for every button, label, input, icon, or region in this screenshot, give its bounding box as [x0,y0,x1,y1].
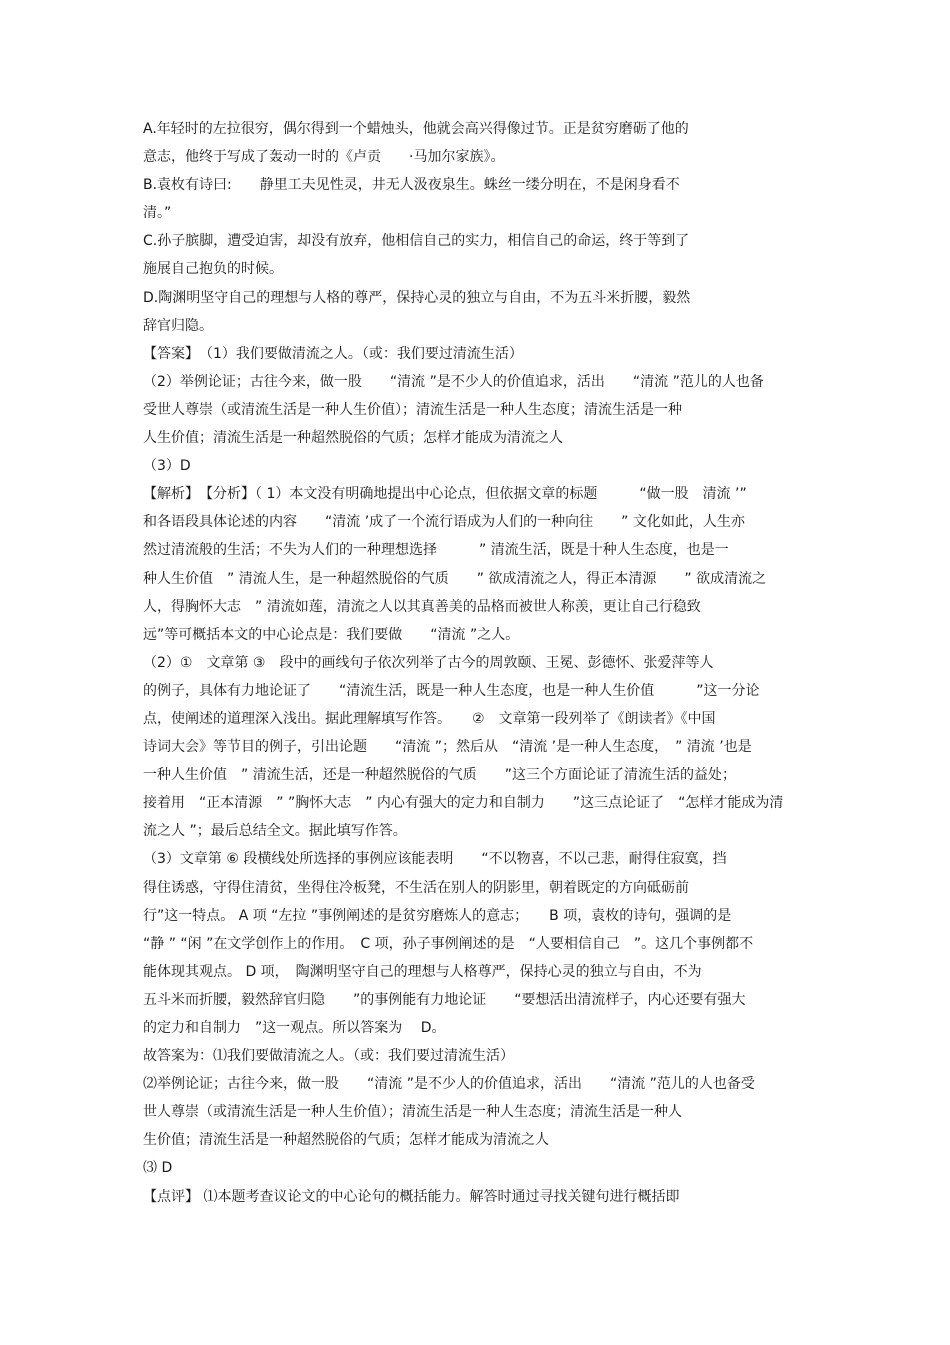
text-line: A.年轻时的左拉很穷，偶尔得到一个蜡烛头，他就会高兴得像过节。正是贫穷磨砺了他的 [143,121,689,137]
text-line: 的定力和自制力 ”这一观点。所以答案为 D。 [143,1020,446,1036]
text-line: 人，得胸怀大志 ” 清流如莲，清流之人以其真善美的品格而被世人称羡，更让自己行稳致 [143,598,701,615]
document-body [143,115,833,1211]
text-line: 得住诱惑，守得住清贫，坐得住冷板凳，不生活在别人的阴影里，朝着既定的方向砥砺前 [143,879,689,896]
text-line: （2）举例论证；古往今来，做一股 “清流 ”是不少人的价值追求，活出 “清流 ”范儿的人也备 [143,373,764,390]
text-line: 点，使阐述的道理深入浅出。据此理解填写作答。 ② 文章第一段列举了《朗读者》《中国 [143,710,716,727]
text-line: 五斗米而折腰，毅然辞官归隐 ”的事例能有力地论证 “要想活出清流样子，内心还要有强大 [143,991,746,1008]
text-line: （3）文章第 ⑥ 段横线处所选择的事例应该能表明 “不以物喜，不以己悲，耐得住寂寞，挡 [143,851,727,868]
text-line: 一种人生价值 ” 清流生活，还是一种超然脱俗的气质 ”这三个方面论证了清流生活的益处； [143,767,736,784]
text-line: 然过清流般的生活；不失为人们的一种理想选择 ” 清流生活，既是十种人生态度，也是一 [143,542,729,559]
text-line: ⑵举例论证；古往今来，做一股 “清流 ”是不少人的价值追求，活出 “清流 ”范儿的人也备受 [143,1076,755,1093]
text-line: 【答案】 （1）我们要做清流之人。（或：我们要过清流生活） [143,345,523,362]
text-line: 辞官归隐。 [143,317,213,334]
text-line: 施展自己抱负的时候。 [143,261,283,278]
text-line: D.陶渊明坚守自己的理想与人格的尊严，保持心灵的独立与自由，不为五斗米折腰，毅然 [143,289,691,306]
text-line: 能体现其观点。 D 项， 陶渊明坚守自己的理想与人格尊严，保持心灵的独立与自由，不为 [143,963,702,980]
text-line: “静 ” “闲 ”在文学创作上的作用。 C 项，孙子事例阐述的是 “人要相信自己 ”。这几个事例都不 [143,935,754,952]
text-line: C.孙子膑脚，遭受迫害，却没有放弃，他相信自己的实力，相信自己的命运，终于等到了 [143,233,690,250]
text-line: 【点评】 ⑴本题考查议论文的中心论句的概括能力。解答时通过寻找关键句进行概括即 [143,1188,680,1205]
text-line: 意志，他终于写成了轰动一时的《卢贡 ·马加尔家族》。 [143,149,505,166]
text-line: B.袁枚有诗曰: 静里工夫见性灵，井无人汲夜泉生。蛛丝一缕分明在，不是闲身看不 [143,177,680,194]
text-line: 行”这一特点。 A 项 “左拉 ”事例阐述的是贫穷磨炼人的意志； B 项，袁枚的诗句，强调的是 [143,907,732,924]
text-line: 世人尊崇（或清流生活是一种人生价值）；清流生活是一种人生态度；清流生活是一种人 [143,1104,682,1121]
text-line: 远”等可概括本文的中心论点是：我们要做 “清流 ”之人。 [143,626,520,643]
text-line: 清。” [143,205,172,222]
text-line: 的例子，具体有力地论证了 “清流生活，既是一种人生态度，也是一种人生价值 ”这一分论 [143,682,760,699]
text-line: 生价值；清流生活是一种超然脱俗的气质；怎样才能成为清流之人 [143,1132,549,1149]
text-line: 接着用 “正本清源 ” ”胸怀大志 ” 内心有强大的定力和自制力 ”这三点论证了 “怎样才能成为清 [143,795,784,812]
text-line: 人生价值；清流生活是一种超然脱俗的气质；怎样才能成为清流之人 [143,430,563,447]
text-line: （3）D [143,458,191,475]
text-line: 故答案为：⑴我们要做清流之人。（或：我们要过清流生活） [143,1048,514,1065]
text-line: 和各语段具体论述的内容 “清流 ’成了一个流行语成为人们的一种向往 ” 文化如此，人生亦 [143,514,745,531]
text-line: 受世人尊崇（或清流生活是一种人生价值）；清流生活是一种人生态度；清流生活是一种 [143,401,682,418]
text-line: 诗词大会》等节目的例子，引出论题 “清流 ”；然后从 “清流 ’是一种人生态度， ” 清流 ’也是 [143,739,752,756]
text-line: 流之人 ”；最后总结全文。据此填写作答。 [143,823,407,840]
text-line: （2）① 文章第 ③ 段中的画线句子依次列举了古今的周敦颐、王冕、彭德怀、张爱萍等人 [143,654,714,671]
text-line: 【解析】 【分析】（ 1）本文没有明确地提出中心论点，但依据文章的标题 “做一股 清流 ’” [143,486,747,503]
text-line: ⑶ D [143,1160,173,1177]
text-line: 种人生价值 ” 清流人生，是一种超然脱俗的气质 ” 欲成清流之人，得正本清源 ” 欲成清流之 [143,570,767,587]
